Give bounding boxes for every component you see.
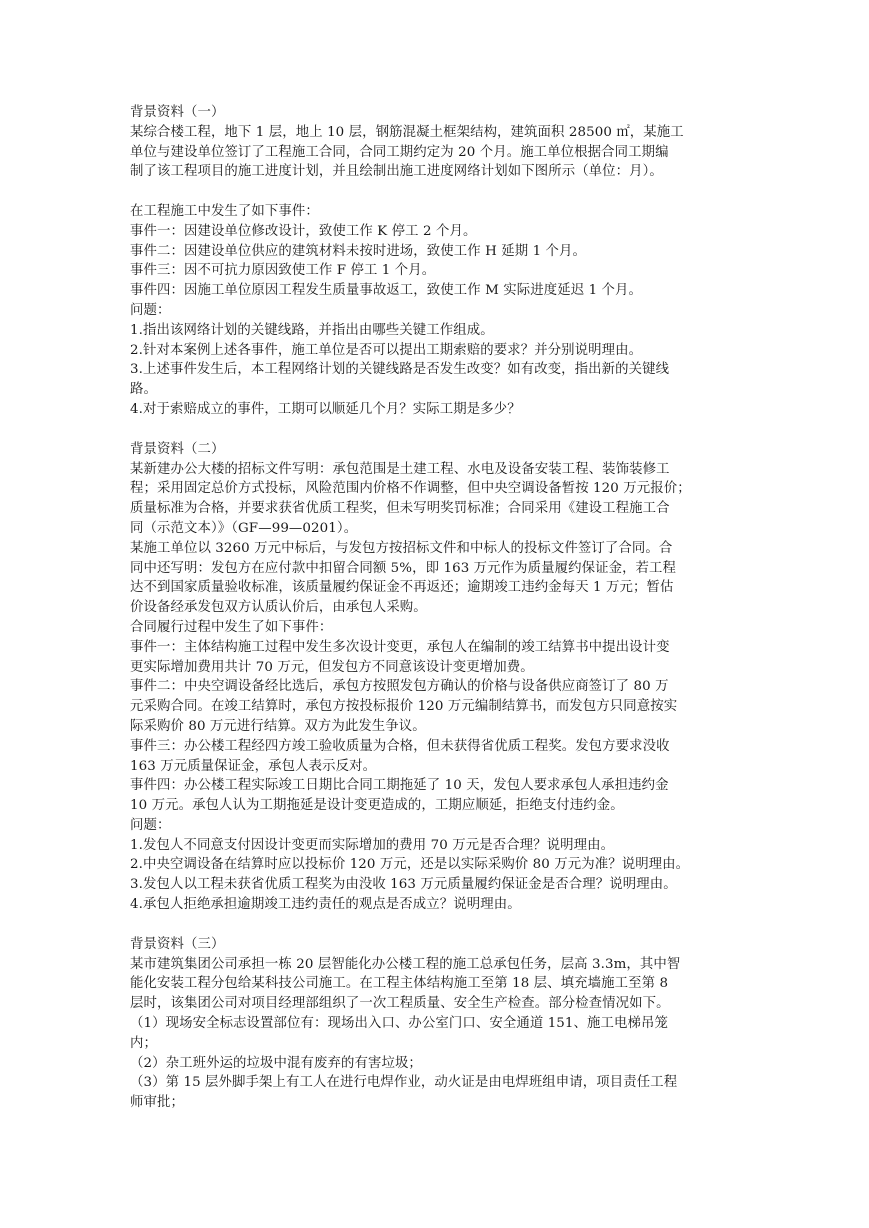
text-line: 更实际增加费用共计 70 万元，但发包方不同意该设计变更增加费。 [130, 659, 534, 675]
text-line: 某新建办公大楼的招标文件写明：承包范围是土建工程、水电及设备安装工程、装饰装修工 [130, 461, 670, 477]
text-line: 单位与建设单位签订了工程施工合同，合同工期约定为 20 个月。施工单位根据合同工期编 [130, 144, 669, 160]
text-line: 事件四：办公楼工程实际竣工日期比合同工期拖延了 10 天，发包人要求承包人承担违约金 [130, 778, 669, 794]
text-line: 事件二：因建设单位供应的建筑材料未按时进场，致使工作 H 延期 1 个月。 [130, 243, 587, 259]
text-line: （3）第 15 层外脚手架上有工人在进行电焊作业，动火证是由电焊班组申请，项目责任工程 [130, 1075, 678, 1091]
text-line: 10 万元。承包人认为工期拖延是设计变更造成的，工期应顺延，拒绝支付违约金。 [130, 798, 624, 814]
text-line: 同中还写明：发包方在应付款中扣留合同额 5%，即 163 万元作为质量履约保证金，若工程 [130, 560, 677, 576]
text-line: 在工程施工中发生了如下事件： [130, 203, 319, 219]
text-line: 能化安装工程分包给某科技公司施工。在工程主体结构施工至第 18 层、填充墙施工至第 8 [130, 976, 669, 992]
document-body [130, 103, 742, 1113]
text-line: 背景资料（一） [130, 105, 225, 120]
text-line: 事件二：中央空调设备经比选后，承包方按照发包方确认的价格与设备供应商签订了 80 万 [130, 679, 669, 695]
section-gap [130, 915, 742, 935]
text-line: 事件一：因建设单位修改设计，致使工作 K 停工 2 个月。 [130, 223, 477, 239]
text-line: 程；采用固定总价方式投标，风险范围内价格不作调整，但中央空调设备暂按 120 万元报价； [130, 481, 691, 497]
text-line: 1.指出该网络计划的关键线路，并指出由哪些关键工作组成。 [130, 322, 494, 338]
text-line: 价设备经承发包双方认质认价后，由承包人采购。 [130, 600, 427, 616]
section-2 [130, 440, 742, 915]
text-line: 3.上述事件发生后，本工程网络计划的关键线路是否发生改变？如有改变，指出新的关键线 [130, 362, 670, 378]
text-line: 事件四：因施工单位原因工程发生质量事故返工，致使工作 M 实际进度延迟 1 个月。 [130, 283, 643, 299]
text-line: 达不到国家质量验收标准，该质量履约保证金不再返还；逾期竣工违约金每天 1 万元；暂估 [130, 580, 674, 596]
section-1 [130, 103, 742, 420]
section-gap [130, 420, 742, 440]
text-line: 路。 [130, 382, 157, 398]
text-line: 层时，该集团公司对项目经理部组织了一次工程质量、安全生产检查。部分检查情况如下。 [130, 996, 670, 1012]
text-line: 某施工单位以 3260 万元中标后，与发包方按招标文件和中标人的投标文件签订了合同。合 [130, 540, 673, 556]
text-line: 元采购合同。在竣工结算时，承包方按投标报价 120 万元编制结算书，而发包方只同意按实 [130, 699, 678, 715]
text-line: 4.对于索赔成立的事件，工期可以顺延几个月？实际工期是多少？ [130, 401, 521, 417]
text-line: 1.发包人不同意支付因设计变更而实际增加的费用 70 万元是否合理？说明理由。 [130, 837, 615, 853]
text-line: 背景资料（三） [130, 936, 225, 952]
text-line: 事件三：办公楼工程经四方竣工验收质量为合格，但未获得省优质工程奖。发包方要求没收 [130, 738, 670, 754]
text-line: 师审批； [130, 1095, 184, 1111]
text-line: 某市建筑集团公司承担一栋 20 层智能化办公楼工程的施工总承包任务，层高 3.3m，其中智 [130, 956, 681, 972]
text-line: （1）现场安全标志设置部位有：现场出入口、办公室门口、安全通道 151、施工电梯吊笼 [130, 1016, 668, 1032]
text-line: 2.中央空调设备在结算时应以投标价 120 万元，还是以实际采购价 80 万元为准？说明理由。 [130, 857, 690, 873]
text-line: 背景资料（二） [130, 441, 225, 457]
text-line: 质量标准为合格，并要求获省优质工程奖，但未写明奖罚标准；合同采用《建设工程施工合 [130, 501, 670, 517]
text-line: 3.发包人以工程未获省优质工程奖为由没收 163 万元质量履约保证金是否合理？说明理由。 [130, 877, 677, 893]
text-line: 制了该工程项目的施工进度计划，并且绘制出施工进度网络计划如下图所示（单位：月）。 [130, 164, 663, 180]
text-line: （2）杂工班外运的垃圾中混有废弃的有害垃圾； [130, 1055, 422, 1071]
text-line: 某综合楼工程，地下 1 层，地上 10 层，钢筋混凝土框架结构，建筑面积 28500 ㎡，某施工 [130, 124, 684, 140]
text-line: 4.承包人拒绝承担逾期竣工违约责任的观点是否成立？说明理由。 [130, 897, 521, 913]
text-line: 163 万元质量保证金，承包人表示反对。 [130, 758, 377, 774]
text-line: 内； [130, 1035, 157, 1051]
text-line: 合同履行过程中发生了如下事件： [130, 619, 333, 635]
text-line: 同（示范文本）》（GF—99—0201）。 [130, 520, 358, 536]
text-line: 2.针对本案例上述各事件，施工单位是否可以提出工期索赔的要求？并分别说明理由。 [130, 342, 643, 358]
text-line: 际采购价 80 万元进行结算。双方为此发生争议。 [130, 718, 426, 734]
text-line: 事件一：主体结构施工过程中发生多次设计变更，承包人在编制的竣工结算书中提出设计变 [130, 639, 670, 655]
text-line [130, 182, 742, 202]
section-3 [130, 935, 742, 1113]
text-line: 事件三：因不可抗力原因致使工作 F 停工 1 个月。 [130, 263, 436, 279]
text-line: 问题： [130, 817, 171, 833]
text-line: 问题： [130, 302, 171, 318]
